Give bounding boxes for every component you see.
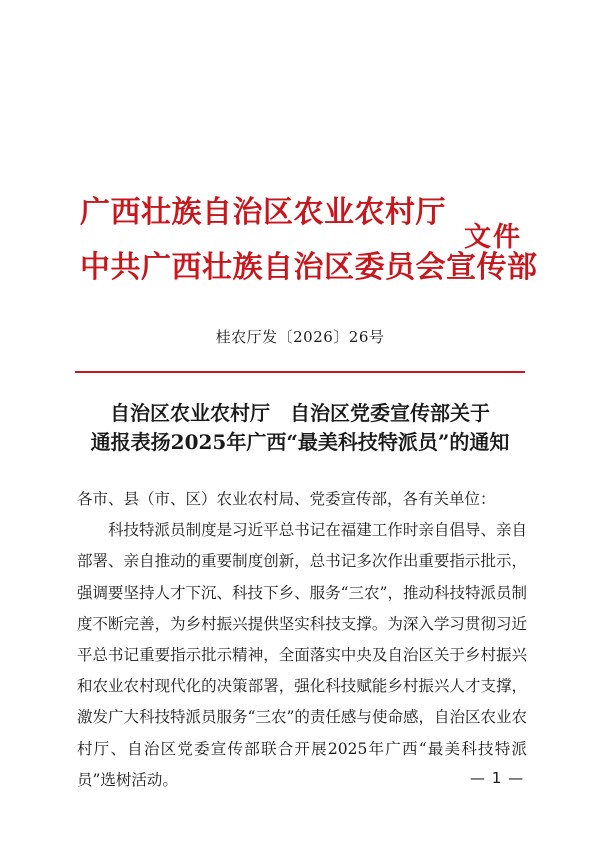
- issuer-line-2: 中共广西壮族自治区委员会宣传部: [80, 250, 538, 285]
- notice-title-line-1: 自治区农业农村厅 自治区党委宣传部关于: [110, 401, 490, 425]
- notice-title-line-2: 通报表扬2025年广西“最美科技特派员”的通知: [90, 430, 510, 454]
- page-number: — 1 —: [470, 769, 525, 787]
- document-number: 桂农厅发〔2026〕26号: [215, 328, 385, 346]
- body-paragraph-1: 科技特派员制度是习近平总书记在福建工作时亲自倡导、亲自部署、亲自推动的重要制度创新，总书记多次作出重要指示批示，强调要坚持人才下沉、科技下乡、服务“三农”，推动科技特派员制度不断完善，为乡村振兴提供坚实科技支撑。为深入学习贯彻习近平总书记重要指示批示精神，全面落实中央及自治区关于乡村振兴和农业农村现代化的决策部署，强化科技赋能乡村振兴人才支撑，激发广大科技特派员服务“三农”的责任感与使命感，自治区农业农村厅、自治区党委宣传部联合开展2025年广西“最美科技特派员”选树活动。: [77, 521, 527, 789]
- issuer-line-1: 广西壮族自治区农业农村厅: [80, 195, 446, 230]
- document-suffix: 文件: [464, 222, 522, 253]
- salutation: 各市、县（市、区）农业农村局、党委宣传部，各有关单位：: [77, 490, 496, 508]
- red-divider-line: [75, 371, 525, 373]
- notice-body: [77, 484, 527, 796]
